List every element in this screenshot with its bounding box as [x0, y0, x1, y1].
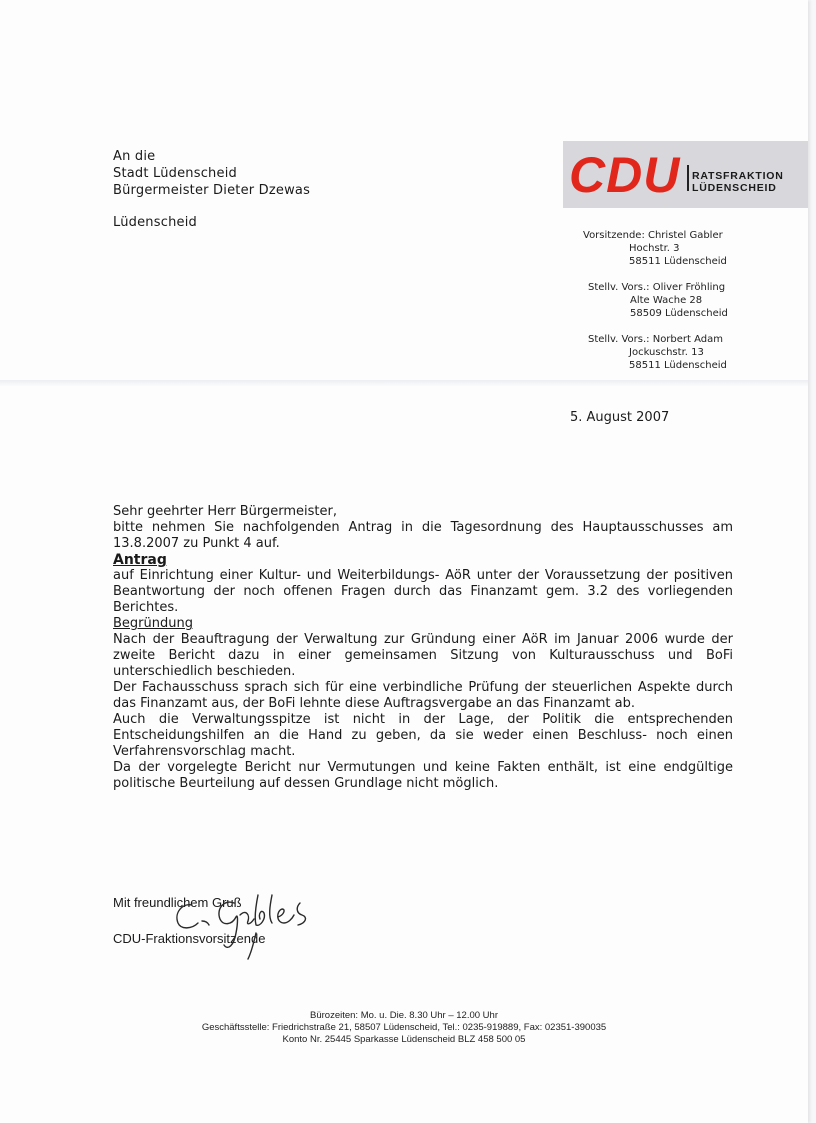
intro-paragraph: bitte nehmen Sie nachfolgenden Antrag in die Tagesordnung des Hauptausschusses am 13.8.2007 zu Punkt 4 auf.: [113, 520, 733, 551]
closing-greeting: Mit freundlichem Gruß: [113, 895, 242, 910]
signatory-title: CDU-Fraktionsvorsitzende: [113, 931, 266, 946]
recipient-line: Stadt Lüdenscheid: [113, 166, 237, 181]
logo-divider: [687, 165, 689, 191]
office-hours: Bürozeiten: Mo. u. Die. 8.30 Uhr – 12.00 Uhr: [310, 1010, 498, 1021]
bank-details: Konto Nr. 25445 Sparkasse Lüdenscheid BLZ 458 500 05: [282, 1034, 526, 1045]
contact-city: 58511 Lüdenscheid: [629, 360, 727, 371]
recipient-line: Bürgermeister Dieter Dzewas: [113, 183, 311, 198]
contact-street: Jockuschstr. 13: [629, 347, 704, 358]
recipient-city: Lüdenscheid: [113, 215, 197, 230]
begruendung-paragraph: Der Fachausschuss sprach sich für eine verbindliche Prüfung der steuerlichen Aspekte durch das Finanzamt aus, der BoFi lehnte diese Auftragsvergabe an das Finanzamt ab.: [113, 680, 733, 711]
begruendung-paragraph: Nach der Beauftragung der Verwaltung zur Gründung einer AöR im Januar 2006 wurde der zweite Bericht dazu in einer gemeinsamen Sitzung von Kulturausschuss und BoFi unterschiedlich beschieden.: [113, 632, 733, 679]
logo-line-1: RATSFRAKTION: [692, 170, 784, 182]
logo-mark: CDU: [569, 147, 681, 203]
contact-block: [588, 281, 728, 320]
contact-role: Stellv. Vors.: Norbert Adam: [588, 334, 724, 345]
faction-contacts: [583, 229, 728, 385]
logo-line-2: LÜDENSCHEID: [692, 182, 777, 194]
contact-city: 58509 Lüdenscheid: [630, 308, 728, 319]
contact-block: [583, 229, 728, 268]
contact-street: Hochstr. 3: [629, 243, 680, 254]
contact-role: Stellv. Vors.: Oliver Fröhling: [588, 282, 726, 293]
antrag-paragraph: auf Einrichtung einer Kultur- und Weiterbildungs- AöR unter der Voraussetzung der positiven Beantwortung der noch offenen Fragen durch das Finanzamt gem. 3.2 des vorliegenden Berichtes.: [113, 568, 733, 615]
recipient-line: An die: [113, 149, 156, 164]
contact-block: [588, 333, 728, 372]
begruendung-paragraph: Da der vorgelegte Bericht nur Vermutungen und keine Fakten enthält, ist eine endgültige politische Beurteilung auf dessen Grundlage nicht möglich.: [113, 760, 733, 791]
antrag-heading: Antrag: [113, 552, 167, 568]
begruendung-paragraph: Auch die Verwaltungsspitze ist nicht in der Lage, der Politik die entsprechenden Entscheidungshilfen an die Hand zu geben, da sie weder einen Beschluss- noch einen Verfahrensvorschlag macht.: [113, 712, 733, 759]
begruendung-heading: Begründung: [113, 616, 193, 631]
cdu-logo: [563, 141, 808, 208]
recipient-address: [113, 148, 310, 231]
contact-street: Alte Wache 28: [630, 295, 703, 306]
salutation: Sehr geehrter Herr Bürgermeister,: [113, 504, 337, 519]
letter-date: 5. August 2007: [570, 410, 670, 425]
handwritten-signature: [168, 893, 328, 963]
contact-city: 58511 Lüdenscheid: [629, 256, 727, 267]
letter-footer: [0, 1010, 808, 1046]
letter-body: [113, 504, 733, 792]
contact-role: Vorsitzende: Christel Gabler: [583, 230, 723, 241]
office-address: Geschäftsstelle: Friedrichstraße 21, 58507 Lüdenscheid, Tel.: 0235-919889, Fax: 02351-390035: [201, 1022, 607, 1033]
